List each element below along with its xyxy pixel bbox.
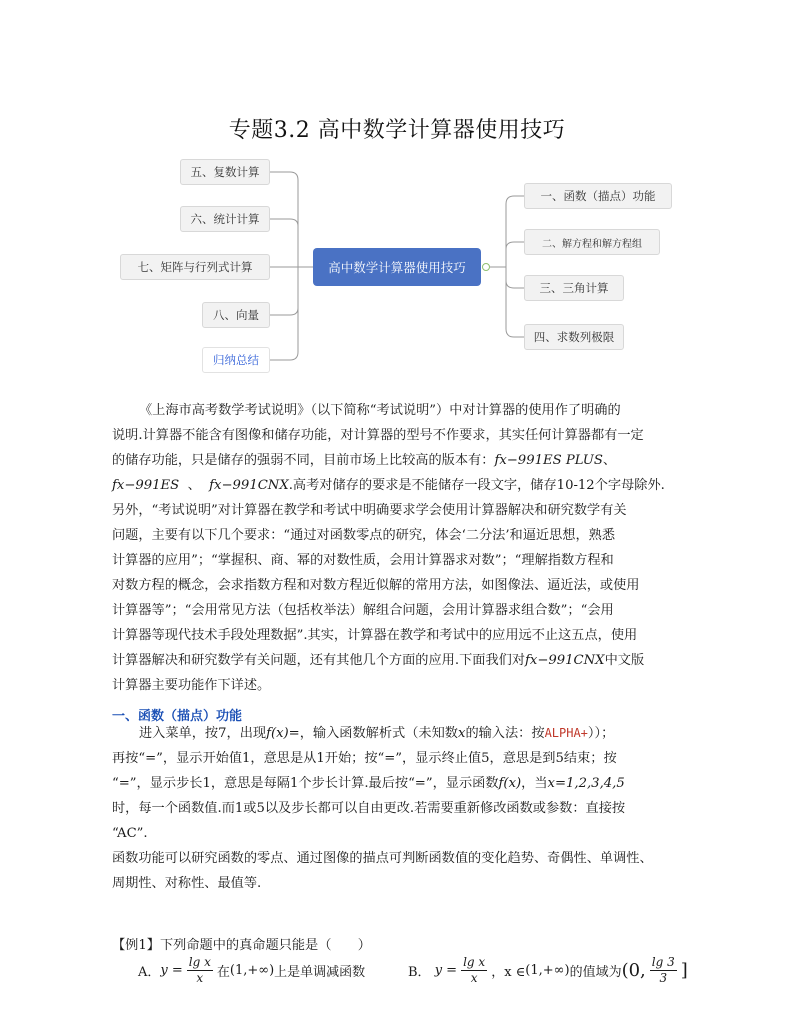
text-line: 《上海市高考数学考试说明》（以下简称“考试说明”）中对计算器的使用作了明确的: [139, 403, 621, 418]
option-b: B． y = $\frac{\text{lg x}}{x}$ ，x ∈ (1,+∞) 的值域为 (0, $\frac{\lg 3}{3}$ ]: [408, 955, 688, 985]
mindmap-node-limits: 四、求数列极限: [524, 324, 624, 350]
text-line: 计算器解决和研究数学有关问题，还有其他几个方面的应用.下面我们对fx−991CNX中文版: [112, 653, 645, 668]
mindmap-node-trig: 三、三角计算: [524, 275, 624, 301]
mindmap-node-function: 一、函数（描点）功能: [524, 183, 672, 209]
intro-paragraph: [112, 398, 692, 698]
mindmap-node-summary[interactable]: 归纳总结: [202, 347, 270, 373]
text-line: 计算器的应用”；“掌握积、商、幂的对数性质，会用计算器求对数”；“理解指数方程和: [112, 553, 614, 568]
collapse-toggle-icon[interactable]: [482, 263, 490, 271]
option-a: A． y = $\frac{\text{lg x}}{x}$ 在 (1,+∞) 上是单调减函数: [138, 955, 366, 985]
text-line: 计算器等现代技术手段处理数据”.其实，计算器在教学和考试中的应用远不止这五点，使用: [112, 628, 638, 643]
text-line: 计算器主要功能作下详述。: [112, 678, 271, 693]
text-line: 计算器等”；“会用常见方法（包括枚举法）解组合问题，会用计算器求组合数”；“会用: [112, 603, 614, 618]
example-title: 【例1】下列命题中的真命题只能是（ ）: [112, 938, 371, 953]
mindmap-center-node: 高中数学计算器使用技巧: [313, 248, 481, 286]
mindmap-node-matrix: 七、矩阵与行列式计算: [120, 254, 270, 280]
text-line: 问题，主要有以下几个要求：“通过对函数零点的研究，体会‘二分法’和逼近思想，熟悉: [112, 528, 616, 543]
mindmap-node-vector: 八、向量: [202, 302, 270, 328]
text-line: 再按“=”，显示开始值1，意思是从1开始；按“=”，显示终止值5，意思是到5结束；按: [112, 751, 617, 766]
mindmap-node-complex: 五、复数计算: [180, 159, 270, 185]
fraction: $\frac{\text{lg x}}{x}$: [463, 955, 486, 985]
text-line: 时，每一个函数值.而1或5以及步长都可以自由更改.若需要重新修改函数或参数：直接按: [112, 801, 626, 816]
mindmap-node-equations: 二、解方程和解方程组: [524, 229, 660, 255]
mindmap-node-statistics: 六、统计计算: [180, 206, 270, 232]
text-line: 函数功能可以研究函数的零点、通过图像的描点可判断函数值的变化趋势、奇偶性、单调性、: [112, 851, 653, 866]
text-line: 对数方程的概念，会求指数方程和对数方程近似解的常用方法，如图像法、逼近法，或使用: [112, 578, 640, 593]
page-title: 专题3.2 高中数学计算器使用技巧: [228, 118, 566, 143]
text-line: 的储存功能，只是储存的强弱不同，目前市场上比较高的版本有：fx−991ES PLUS、: [112, 453, 617, 468]
text-line: 另外，“考试说明”对计算器在教学和考试中明确要求学会使用计算器解决和研究数学有关: [112, 503, 627, 518]
function-section: [112, 721, 692, 896]
text-line: 进入菜单，按7，出现f(x)=，输入函数解析式（未知数x的输入法：按ALPHA+））；: [139, 726, 615, 741]
text-line: 周期性、对称性、最值等.: [112, 876, 262, 891]
text-line: 说明.计算器不能含有图像和储存功能，对计算器的型号不作要求，其实任何计算器都有一定: [112, 428, 644, 443]
section-heading: 一、函数（描点）功能: [112, 709, 243, 724]
text-line: fx−991ES 、 fx−991CNX.高考对储存的要求是不能储存一段文字，储存10-12个字母除外.: [112, 478, 665, 493]
fraction: $\frac{\text{lg x}}{x}$: [188, 955, 211, 985]
fraction: $\frac{\lg 3}{3}$: [651, 955, 675, 985]
text-line: “=”，显示步长1，意思是每隔1个步长计算.最后按“=”，显示函数f(x)，当x=1,2,3,4,5: [112, 776, 625, 791]
text-line: “AC”.: [112, 826, 148, 841]
